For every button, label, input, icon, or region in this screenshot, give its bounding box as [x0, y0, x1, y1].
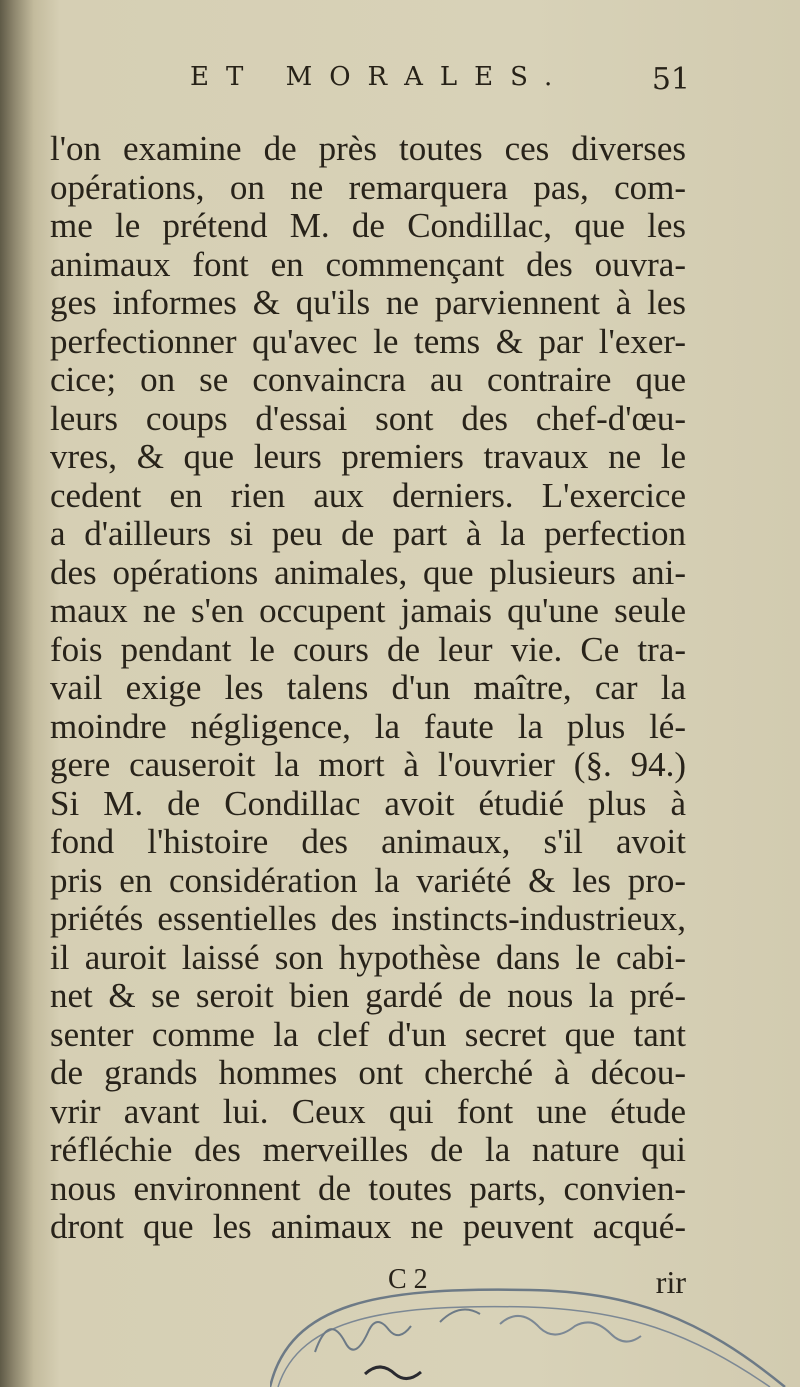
text-line: nous environnent de toutes parts, convien- — [50, 1168, 686, 1208]
page-number: 51 — [651, 62, 690, 97]
text-line: senter comme la clef d'un secret que tant — [50, 1014, 686, 1054]
text-line: pris en considération la variété & les pro- — [50, 860, 686, 900]
text-line: vres, & que leurs premiers travaux ne le — [50, 437, 686, 476]
text-line: gere causeroit la mort à l'ouvrier (§. 94.) — [50, 745, 686, 784]
text-line: vail exige les talens d'un maître, car la — [50, 668, 686, 707]
text-line: priétés essentielles des instincts-industrieux, — [50, 899, 686, 938]
library-stamp-icon — [270, 1262, 790, 1387]
page-header — [190, 62, 690, 112]
text-line: il auroit laissé son hypothèse dans le cabi- — [50, 937, 686, 977]
text-line: cedent en rien aux derniers. L'exercice — [50, 475, 686, 515]
text-line: des opérations animales, que plusieurs ani- — [50, 552, 686, 592]
text-line: opérations, on ne remarquera pas, com- — [50, 167, 686, 207]
text-line: net & se seroit bien gardé de nous la pré- — [50, 976, 686, 1015]
text-line: me le prétend M. de Condillac, que les — [50, 206, 686, 245]
text-line: réfléchie des merveilles de la nature qui — [50, 1130, 686, 1169]
text-line: cice; on se convaincra au contraire que — [50, 360, 686, 399]
running-head: ET MORALES. — [190, 62, 570, 92]
text-line: maux ne s'en occupent jamais qu'une seule — [50, 591, 686, 630]
text-line: dront que les animaux ne peuvent acqué- — [50, 1207, 686, 1246]
text-line: fond l'histoire des animaux, s'il avoit — [50, 822, 686, 861]
catchword: rir — [655, 1264, 686, 1300]
text-line: perfectionner qu'avec le tems & par l'exer- — [50, 321, 686, 361]
text-line: a d'ailleurs si peu de part à la perfection — [50, 514, 686, 553]
text-line: fois pendant le cours de leur vie. Ce tra- — [50, 629, 686, 669]
text-line: vrir avant lui. Ceux qui font une étude — [50, 1091, 686, 1131]
text-line: l'on examine de près toutes ces diverses — [50, 129, 686, 168]
text-line: Si M. de Condillac avoit étudié plus à — [50, 783, 686, 823]
signature-mark: C 2 — [388, 1264, 428, 1295]
text-line: moindre négligence, la faute la plus lé- — [50, 706, 686, 746]
text-line: animaux font en commençant des ouvra- — [50, 244, 686, 284]
text-line: ges informes & qu'ils ne parviennent à les — [50, 283, 686, 322]
text-line: leurs coups d'essai sont des chef-d'œu- — [50, 398, 686, 438]
body-text — [50, 130, 686, 1247]
text-line: de grands hommes ont cherché à décou- — [50, 1053, 686, 1092]
